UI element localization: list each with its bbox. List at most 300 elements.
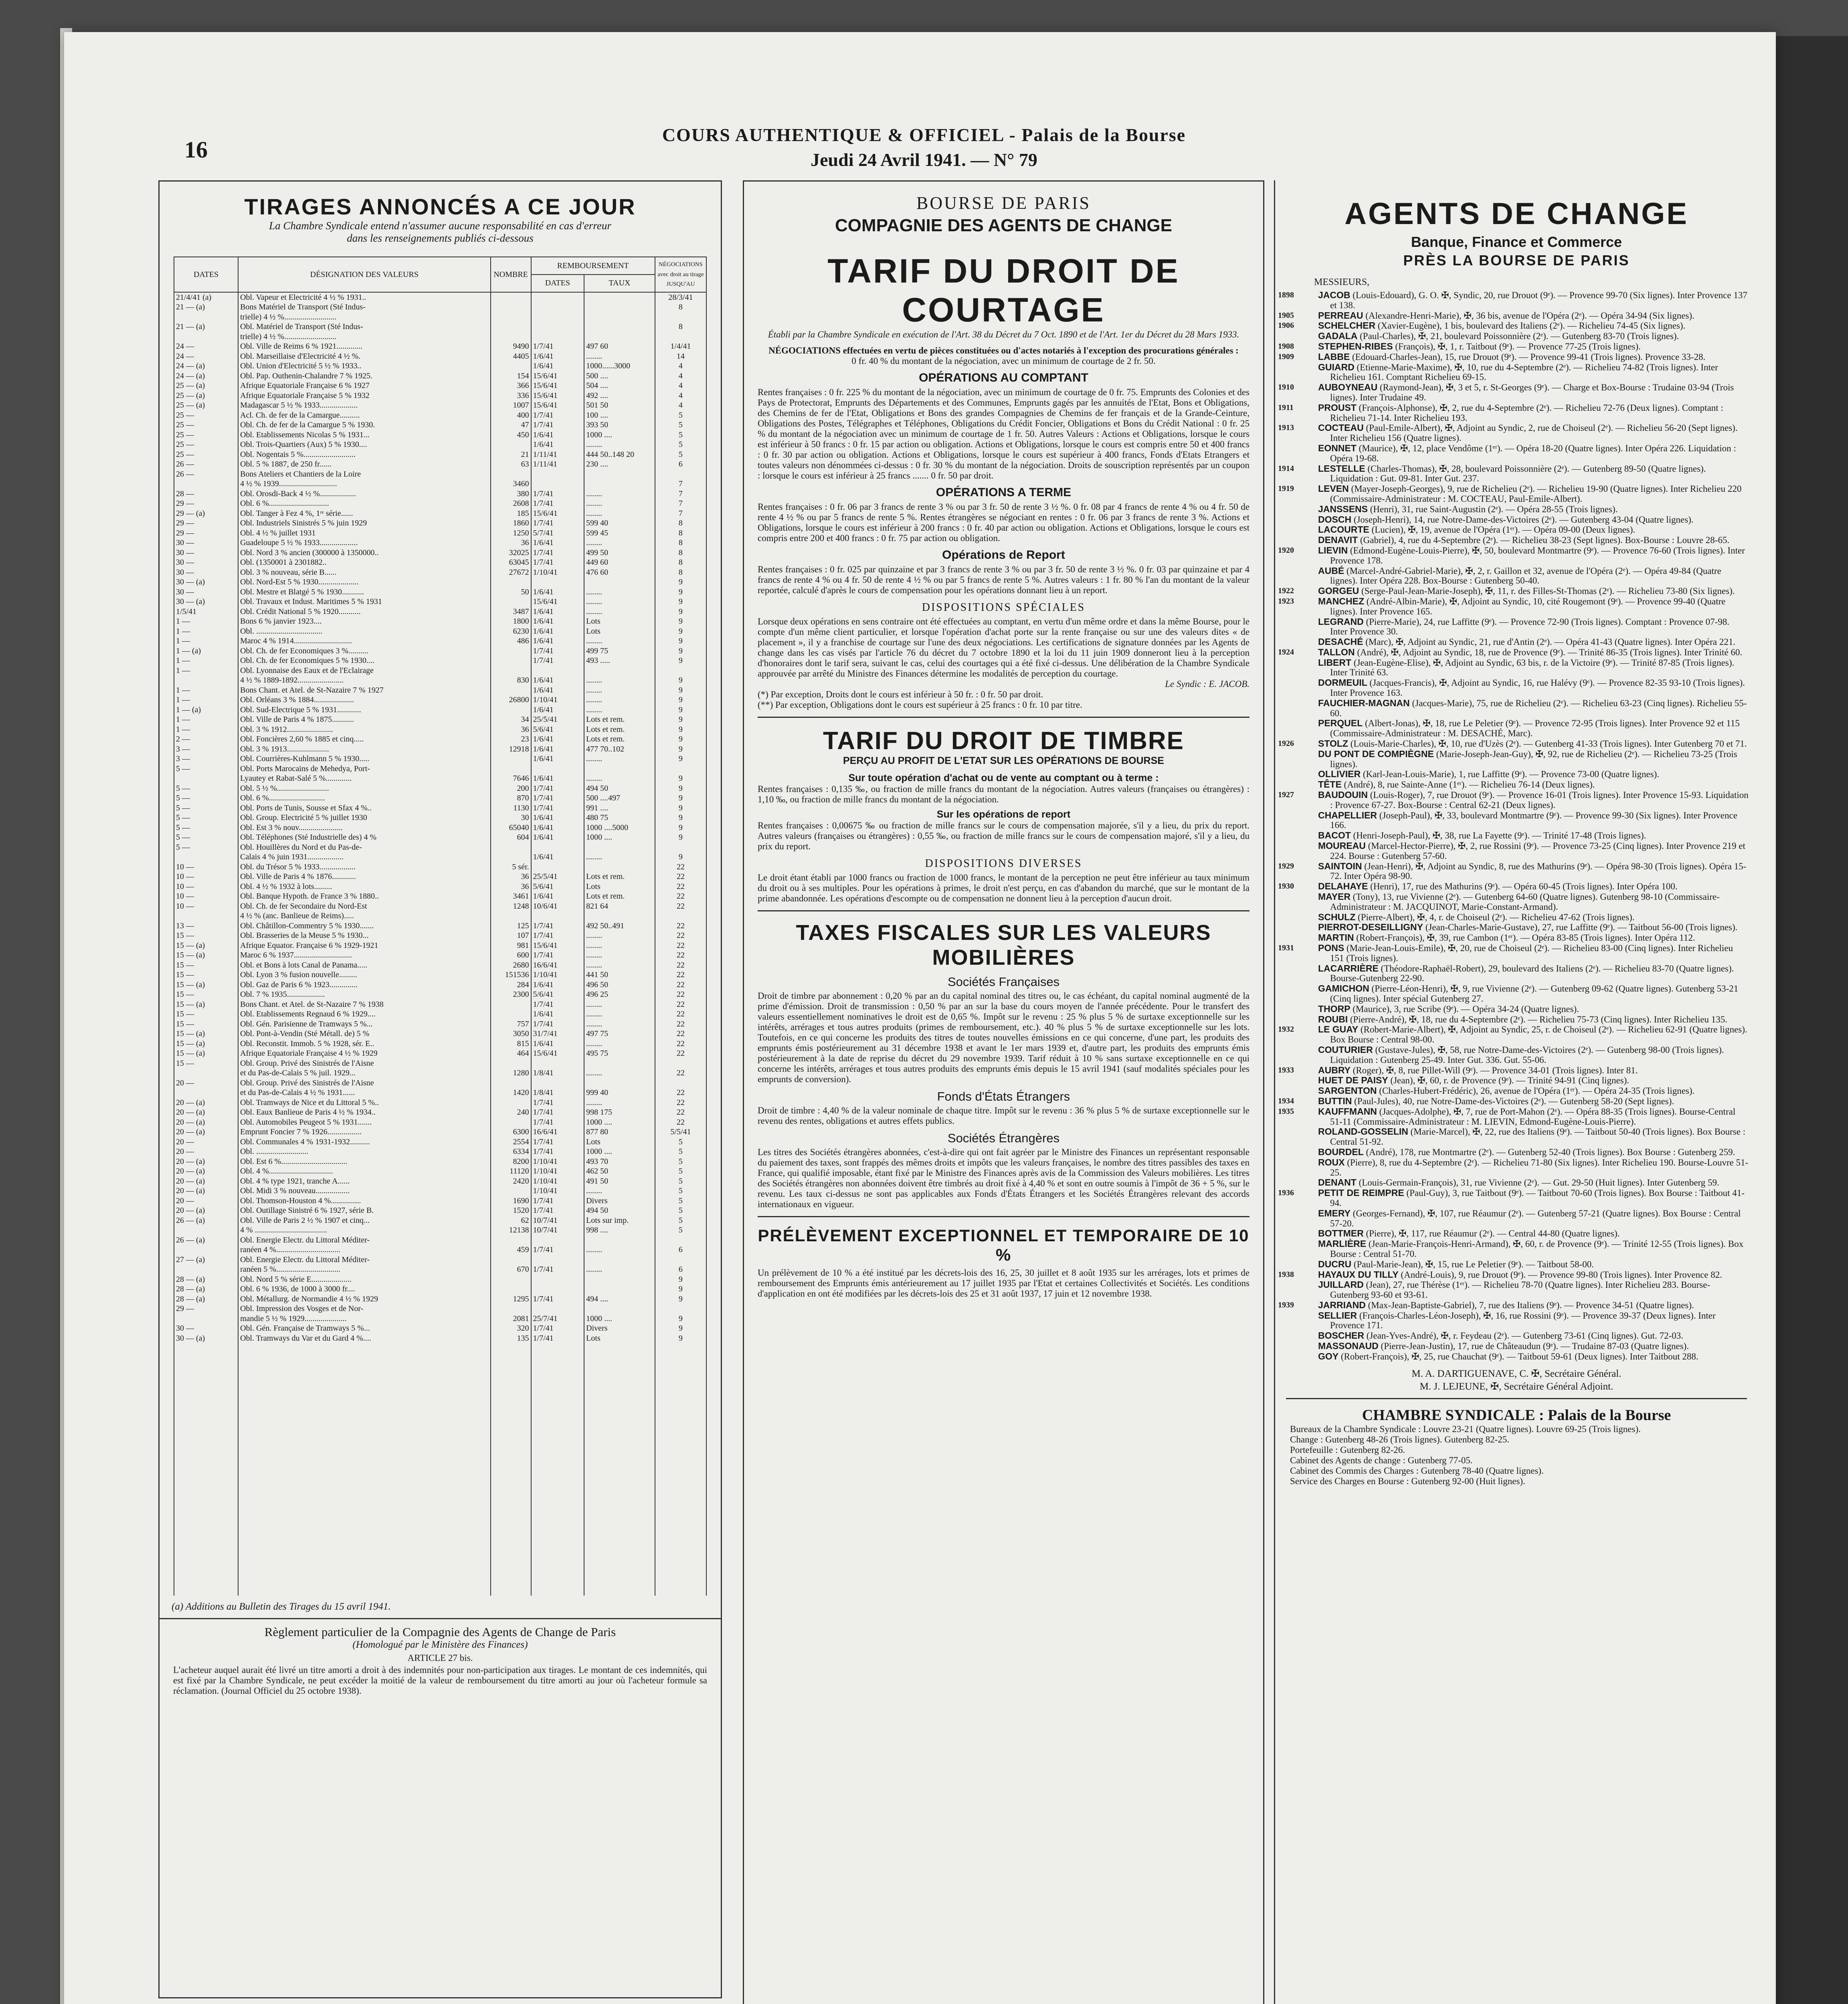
table-cell-jusqu: 22 bbox=[655, 1029, 706, 1039]
table-cell-date: 30 — bbox=[174, 538, 238, 548]
table-cell-taux: ........ bbox=[584, 950, 655, 960]
table-cell-rdate: 1/7/41 bbox=[531, 518, 584, 528]
table-cell-taux: 491 50 bbox=[584, 1176, 655, 1186]
table-cell-valeur: Obl. Métallurg. de Normandie 4 ½ % 1929 bbox=[238, 1294, 490, 1304]
agent-name: HAYAUX DU TILLY bbox=[1318, 1269, 1399, 1280]
table-cell-nombre bbox=[491, 1186, 531, 1196]
agent-entry bbox=[1318, 1014, 1749, 1025]
table-cell-taux: ........ bbox=[584, 774, 655, 784]
table-cell-rdate: 1/7/41 bbox=[531, 1333, 584, 1343]
table-cell-taux: Lots bbox=[584, 616, 655, 626]
table-cell-rdate: 10/7/41 bbox=[531, 1216, 584, 1226]
table-row bbox=[174, 1275, 706, 1285]
table-cell-nombre bbox=[491, 666, 531, 676]
etrangeres-text: Les titres des Sociétés étrangères abonnées, c'est-à-dire qui ont fait agréer par le Ministre des Finances un représentant responsable du paiement des taxes, sont frappés des mêmes droits et impôts que les valeurs françaises, le nombre des titres passibles des taxes en France, qui qualifié imposable, étant fixé par le Ministre des Finances après avis de la Commission des Valeurs mobilières. Les titres des Sociétés étrangères non abonnées doivent être timbrés au droit fixé à 4,40 % et sont en outre soumis à l'impôt de 36 + 5 %, sur le revenu. Les taux ci-dessus ne sont pas applicables aux Fonds d'États Étrangers et les Sociétés Étrangères relevant des accords internationaux en vigueur. bbox=[758, 1147, 1250, 1209]
table-row bbox=[174, 685, 706, 695]
table-cell-taux: 477 70..102 bbox=[584, 744, 655, 754]
agent-detail: (André), 178, rue Montmartre (2ᵉ). — Gutenberg 52-40 (Trois lignes). Box Bourse : Gutenberg 259. bbox=[1366, 1147, 1735, 1157]
table-cell-rdate: 1/7/41 bbox=[531, 410, 584, 420]
chambre-line: Bureaux de la Chambre Syndicale : Louvre 23-21 (Quatre lignes). Louvre 69-25 (Trois lignes). bbox=[1290, 1424, 1641, 1434]
agent-name: GADALA bbox=[1318, 331, 1358, 341]
divider bbox=[758, 717, 1250, 718]
table-cell-nombre: 757 bbox=[491, 1019, 531, 1029]
table-cell-taux: 501 50 bbox=[584, 400, 655, 410]
table-cell-nombre: 8200 bbox=[491, 1157, 531, 1167]
table-cell-taux: ........ bbox=[584, 1098, 655, 1108]
table-cell-rdate: 1/7/41 bbox=[531, 1196, 584, 1206]
table-cell-date: 1 — bbox=[174, 715, 238, 725]
table-cell-valeur: Bons Matériel de Transport (Sté Indus- bbox=[238, 302, 490, 312]
table-cell-nombre bbox=[491, 705, 531, 715]
table-cell-date: 20 — (a) bbox=[174, 1117, 238, 1127]
agent-name: SCHULZ bbox=[1318, 911, 1356, 922]
agent-name: BAUDOUIN bbox=[1318, 790, 1368, 800]
table-cell-jusqu: 9 bbox=[655, 774, 706, 784]
agent-name: MOUREAU bbox=[1318, 840, 1366, 851]
table-cell-taux bbox=[584, 764, 655, 774]
table-cell-taux: 230 .... bbox=[584, 459, 655, 469]
table-cell-rdate: 1/11/41 bbox=[531, 450, 584, 460]
table-cell-date: 20 — bbox=[174, 1147, 238, 1157]
table-cell-date bbox=[174, 1314, 238, 1324]
table-cell-valeur: Obl. 6 %............................ bbox=[238, 793, 490, 803]
table-cell-rdate: 1/6/41 bbox=[531, 832, 584, 842]
table-cell-date: 10 — bbox=[174, 901, 238, 911]
table-cell-rdate bbox=[531, 292, 584, 303]
table-cell-rdate: 15/6/41 bbox=[531, 509, 584, 519]
agent-entry bbox=[1278, 545, 1749, 566]
table-cell-jusqu: 5 bbox=[655, 1137, 706, 1147]
agent-name: AUBÉ bbox=[1318, 565, 1345, 576]
agents-title: AGENTS DE CHANGE bbox=[1345, 197, 1688, 231]
table-cell-rdate: 1/7/41 bbox=[531, 950, 584, 960]
table-cell-rdate: 5/6/41 bbox=[531, 882, 584, 892]
table-cell-jusqu: 9 bbox=[655, 675, 706, 685]
table-cell-valeur: Obl. Energie Electr. du Littoral Méditer- bbox=[238, 1255, 490, 1265]
table-cell-jusqu: 22 bbox=[655, 891, 706, 901]
courtage-general-title: NÉGOCIATIONS effectuées en vertu de pièces constituées ou d'actes notariés à l'exception des procurations générales : bbox=[768, 345, 1239, 356]
table-row bbox=[174, 499, 706, 509]
chambre-line: Service des Charges en Bourse : Gutenberg 92-00 (Huit lignes). bbox=[1290, 1476, 1525, 1486]
agent-detail: (André), 8, rue Sainte-Anne (1ᵉʳ). — Richelieu 76-14 (Deux lignes). bbox=[1344, 780, 1595, 790]
table-cell-date: 10 — bbox=[174, 882, 238, 892]
table-row bbox=[174, 1147, 706, 1157]
column-header-rembours-dates: DATES bbox=[531, 275, 584, 292]
table-cell-jusqu bbox=[655, 911, 706, 921]
table-cell-valeur: Obl. Nord-Est 5 % 1930.................... bbox=[238, 577, 490, 587]
table-cell-taux bbox=[584, 1235, 655, 1245]
table-cell-taux bbox=[584, 322, 655, 332]
secretary-adjoint-line: M. J. LEJEUNE, ✠, Secrétaire Général Adjoint. bbox=[1419, 1381, 1613, 1392]
agent-name: MASSONAUD bbox=[1318, 1341, 1379, 1351]
agent-entry bbox=[1278, 463, 1749, 484]
table-cell-rdate: 1/7/41 bbox=[531, 931, 584, 941]
table-cell-valeur: Obl. Marseillaise d'Electricité 4 ½ %. bbox=[238, 352, 490, 362]
table-cell-rdate: 1/7/41 bbox=[531, 420, 584, 430]
agent-detail: (Mayer-Joseph-Georges), 9, rue de Richelieu (2ᵉ). — Richelieu 19-90 (Quatre lignes). Inter Richelieu 220 (Commissaire-Administrateur : M. COCTEAU, Paul-Emile-Albert). bbox=[1330, 484, 1742, 504]
table-cell-date: 20 — (a) bbox=[174, 1127, 238, 1137]
table-cell-jusqu: 5 bbox=[655, 1186, 706, 1196]
table-cell-jusqu bbox=[655, 1059, 706, 1069]
table-cell-nombre bbox=[491, 1275, 531, 1285]
table-cell-nombre bbox=[491, 764, 531, 774]
table-cell-date: 26 — (a) bbox=[174, 1216, 238, 1226]
table-cell-valeur: Obl. Energie Electr. du Littoral Méditer- bbox=[238, 1235, 490, 1245]
table-cell-jusqu: 9 bbox=[655, 597, 706, 607]
table-cell-valeur: Obl. Impression des Vosges et de Nor- bbox=[238, 1304, 490, 1314]
table-cell-valeur: Obl. et Bons à lots Canal de Panama..... bbox=[238, 960, 490, 970]
table-row bbox=[174, 832, 706, 842]
table-row bbox=[174, 656, 706, 666]
table-cell-valeur: Obl. Group. Electricité 5 % juillet 1930 bbox=[238, 813, 490, 823]
table-cell-taux bbox=[584, 911, 655, 921]
agent-entry bbox=[1318, 1127, 1749, 1147]
table-cell-valeur: Obl. Crédit National 5 % 1920........... bbox=[238, 607, 490, 617]
table-cell-date: 15 — (a) bbox=[174, 1029, 238, 1039]
table-cell-jusqu: 9 bbox=[655, 636, 706, 646]
table-cell-jusqu: 1/4/41 bbox=[655, 341, 706, 352]
table-cell-taux: 1000 .... bbox=[584, 832, 655, 842]
table-cell-taux: 1000 .... bbox=[584, 430, 655, 440]
agent-entry bbox=[1278, 1269, 1749, 1280]
table-cell-valeur: Obl. 6 % 1936, de 1000 à 3000 fr.... bbox=[238, 1284, 490, 1294]
table-cell-nombre bbox=[491, 1255, 531, 1265]
agent-detail: (Xavier-Eugène), 1 bis, boulevard des Italiens (2ᵉ). — Richelieu 74-45 (Six lignes). bbox=[1377, 321, 1686, 331]
agent-entry bbox=[1278, 861, 1749, 882]
table-row bbox=[174, 352, 706, 362]
agent-detail: (Pierre-Albert), ✠, 4, r. de Choiseul (2ᵉ). — Richelieu 47-62 (Trois lignes). bbox=[1358, 912, 1635, 922]
agent-detail: (Marc), ✠, Adjoint au Syndic, 21, rue d'Antin (2ᵉ). — Opéra 41-43 (Quatre lignes). Inter Opéra 221. bbox=[1365, 637, 1736, 647]
table-cell-rdate: 1/8/41 bbox=[531, 1068, 584, 1078]
agent-year: 1923 bbox=[1278, 596, 1294, 606]
agent-detail: (Marie-Joseph-Jean-Guy), ✠, 92, rue de Richelieu (2ᵉ). — Richelieu 73-25 (Trois lignes). bbox=[1330, 749, 1737, 769]
agent-year: 1932 bbox=[1278, 1025, 1294, 1034]
chambre-title: CHAMBRE SYNDICALE : Palais de la Bourse bbox=[1362, 1406, 1671, 1424]
courtage-general-text: 0 fr. 40 % du montant de la négociation, avec un minimum de courtage de 2 fr. 50. bbox=[851, 356, 1156, 366]
table-cell-rdate: 1/11/41 bbox=[531, 459, 584, 469]
column-header-dates: DATES bbox=[174, 257, 238, 292]
table-cell-nombre: 3050 bbox=[491, 1029, 531, 1039]
table-cell-jusqu: 8 bbox=[655, 548, 706, 558]
table-cell-jusqu bbox=[655, 312, 706, 322]
table-cell-rdate: 1/7/41 bbox=[531, 341, 584, 352]
agent-detail: (Pierre), 8, rue du 4-Septembre (2ᵉ). — Richelieu 71-80 (Six lignes). Inter Richelieu 190. Bourse-Louvre 51-25. bbox=[1330, 1157, 1749, 1178]
table-row bbox=[174, 1029, 706, 1039]
table-cell-valeur: Obl. Téléphones (Sté Industrielle des) 4 % bbox=[238, 832, 490, 842]
table-cell-jusqu: 9 bbox=[655, 813, 706, 823]
table-cell-rdate: 1/7/41 bbox=[531, 1147, 584, 1157]
table-cell-nombre: 154 bbox=[491, 371, 531, 381]
table-cell-nombre: 47 bbox=[491, 420, 531, 430]
table-cell-nombre: 107 bbox=[491, 931, 531, 941]
table-cell-nombre bbox=[491, 911, 531, 921]
table-cell-rdate: 1/7/41 bbox=[531, 784, 584, 794]
table-row bbox=[174, 666, 706, 676]
table-cell-date: 5 — bbox=[174, 842, 238, 853]
table-cell-taux: ........ bbox=[584, 695, 655, 705]
table-cell-jusqu: 22 bbox=[655, 1088, 706, 1098]
agent-entry bbox=[1318, 566, 1749, 586]
agent-name: JUILLARD bbox=[1318, 1279, 1364, 1290]
agent-entry bbox=[1278, 483, 1749, 504]
agent-detail: (Théodore-Raphaël-Robert), 29, boulevard des Italiens (2ᵉ). — Richelieu 83-70 (Quatre lignes). Bourse-Gutenberg 22-90. bbox=[1330, 963, 1734, 984]
table-row bbox=[174, 744, 706, 754]
agent-year: 1913 bbox=[1278, 423, 1294, 432]
table-cell-jusqu: 9 bbox=[655, 784, 706, 794]
table-cell-date: 21 — (a) bbox=[174, 302, 238, 312]
reglement-text: L'acheteur auquel aurait été livré un titre amorti a droit à des indemnités pour non-participation aux tirages. Le montant de ces indemnités, qui est fixé par la Chambre Syndicale, ne peut excéder la moitié de la valeur de remboursement du titre amorti au jour où l'acheteur formule sa réclamation. (Journal Officiel du 25 octobre 1938). bbox=[173, 1665, 707, 1696]
table-cell-valeur: Obl. Sud-Electrique 5 % 1931............ bbox=[238, 705, 490, 715]
agent-entry bbox=[1318, 617, 1749, 637]
table-cell-nombre: 830 bbox=[491, 675, 531, 685]
table-row bbox=[174, 489, 706, 499]
table-cell-date: 1 — (a) bbox=[174, 705, 238, 715]
table-row bbox=[174, 450, 706, 460]
table-row bbox=[174, 1009, 706, 1019]
table-cell-nombre: 12918 bbox=[491, 744, 531, 754]
table-cell-jusqu: 5 bbox=[655, 1206, 706, 1216]
table-cell-date: 5 — bbox=[174, 784, 238, 794]
table-row-blank bbox=[174, 1343, 706, 1596]
table-cell-rdate: 1/6/41 bbox=[531, 587, 584, 597]
table-row bbox=[174, 813, 706, 823]
agent-year: 1914 bbox=[1278, 464, 1294, 473]
syndic-signature: Le Syndic : E. JACOB. bbox=[1165, 679, 1250, 689]
table-cell-valeur: Obl. Banque Hypoth. de France 3 % 1880.. bbox=[238, 891, 490, 901]
table-cell-nombre bbox=[491, 302, 531, 312]
tirages-column bbox=[158, 180, 722, 1998]
table-cell-rdate bbox=[531, 862, 584, 872]
table-cell-date: 29 — bbox=[174, 499, 238, 509]
table-cell-jusqu: 22 bbox=[655, 941, 706, 951]
table-row bbox=[174, 1048, 706, 1059]
agent-name: OLLIVIER bbox=[1318, 769, 1361, 780]
agent-detail: (Louis-Marie-Charles), ✠, 10, rue d'Uzès (2ᵉ). — Gutenberg 41-33 (Trois lignes). Inter Gutenberg 70 et 71. bbox=[1350, 739, 1747, 749]
table-cell-taux: ........ bbox=[584, 1265, 655, 1275]
table-cell-rdate: 1/10/41 bbox=[531, 695, 584, 705]
table-cell-rdate: 1/7/41 bbox=[531, 1206, 584, 1216]
table-cell-nombre bbox=[491, 754, 531, 764]
table-cell-jusqu: 22 bbox=[655, 872, 706, 882]
agent-entry bbox=[1318, 515, 1749, 525]
table-cell-rdate: 15/6/41 bbox=[531, 597, 584, 607]
table-cell-rdate: 15/6/41 bbox=[531, 391, 584, 401]
table-cell-nombre: 870 bbox=[491, 793, 531, 803]
table-cell-nombre: 5 sér. bbox=[491, 862, 531, 872]
table-cell-date: 5 — bbox=[174, 793, 238, 803]
table-row bbox=[174, 558, 706, 568]
table-cell-valeur: Bons Chant. et Atel. de St-Nazaire 7 % 1938 bbox=[238, 1000, 490, 1010]
agents-column bbox=[1274, 180, 1759, 2004]
table-cell-rdate: 1/7/41 bbox=[531, 548, 584, 558]
table-cell-rdate: 1/6/41 bbox=[531, 675, 584, 685]
agent-name: JACOB bbox=[1318, 290, 1351, 300]
table-cell-rdate: 15/6/41 bbox=[531, 371, 584, 381]
agent-name: ROUBI bbox=[1318, 1014, 1348, 1024]
agent-name: GAMICHON bbox=[1318, 983, 1369, 994]
table-cell-jusqu: 7 bbox=[655, 479, 706, 489]
etat-text: Droit de timbre : 4,40 % de la valeur nominale de chaque titre. Impôt sur le revenu : 36 % plus 5 % de surtaxe exceptionnelle sur le revenu des rentes, obligations et autres effets publics. bbox=[758, 1105, 1250, 1126]
table-cell-date: 10 — bbox=[174, 872, 238, 882]
table-cell-jusqu: 22 bbox=[655, 1000, 706, 1010]
agent-entry bbox=[1318, 362, 1749, 383]
agent-entry bbox=[1318, 769, 1749, 780]
table-cell-rdate: 1/6/41 bbox=[531, 430, 584, 440]
table-row bbox=[174, 1039, 706, 1049]
table-cell-rdate bbox=[531, 911, 584, 921]
table-cell-blank bbox=[174, 1343, 238, 1596]
agent-entry bbox=[1318, 749, 1749, 770]
table-cell-taux: Lots et rem. bbox=[584, 734, 655, 744]
agent-entry bbox=[1318, 1280, 1749, 1300]
comptant-text: Rentes françaises : 0 fr. 225 % du montant de la négociation, avec un minimum de courtage de 0 fr. 75. Emprunts des Colonies et des Pays de Protectorat, Emprunts des Départements et des Communes, Emprunts gagés par les annuités de l'Etat, Bons et Obligations, des Chemins de fer de l'Etat, Obligations et Bons des grandes Compagnies de Chemins de fer français et de la Grande-Ceinture, Obligations des Postes, Télégraphes et Téléphones, Obligations du Crédit Foncier, Obligations et Bons du Crédit National : 0 fr. 25 % du montant de la négociation avec un minimum de courtage de 1 fr. 50. Autres Valeurs : Actions et Obligations, lorsque le cours est inférieur à 50 francs : 0 fr. 15 par action ou obligation. Actions et Obligations, lorsque le cours est compris entre 50 et 400 francs : 0 fr. 30 par action ou obligation. Actions et Obligations, lorsque le cours est supérieur à 400 francs, Fonds d'Etats Etrangers et toutes valeurs non dénommées ci-dessus : 0 fr. 30 % du montant de la négociation. Droits de souscription représentés par un coupon : lorsque le cours est inférieur à 25 francs ....... 0 fr. 50 par droit. bbox=[758, 387, 1250, 481]
agent-entry bbox=[1278, 943, 1749, 964]
table-cell-jusqu: 8 bbox=[655, 538, 706, 548]
agent-year: 1930 bbox=[1278, 882, 1294, 891]
table-row bbox=[174, 950, 706, 960]
agent-entry bbox=[1278, 596, 1749, 617]
agent-name: LE GUAY bbox=[1318, 1024, 1359, 1035]
table-cell-date: 30 — bbox=[174, 1323, 238, 1333]
table-cell-date bbox=[174, 1088, 238, 1098]
table-row bbox=[174, 823, 706, 833]
table-cell-nombre bbox=[491, 361, 531, 371]
agent-detail: (Louis-Germain-François), 31, rue Vivienne (2ᵉ). — Gut. 29-50 (Huit lignes). Inter Gutenberg 59. bbox=[1359, 1178, 1719, 1188]
agent-entry bbox=[1318, 525, 1749, 535]
table-cell-taux: 480 75 bbox=[584, 813, 655, 823]
table-cell-rdate: 1/6/41 bbox=[531, 1009, 584, 1019]
agent-name: LEGRAND bbox=[1318, 616, 1364, 627]
table-row bbox=[174, 980, 706, 990]
agent-detail: (Pierre-Léon-Henri), ✠, 9, rue Vivienne (2ᵉ). — Gutenberg 09-62 (Quatre lignes). Gutenberg 53-21 (Cinq lignes). Inter spécial Gutenberg 27. bbox=[1330, 984, 1739, 1004]
table-row bbox=[174, 1059, 706, 1069]
table-cell-rdate bbox=[531, 1255, 584, 1265]
agent-entry bbox=[1318, 1351, 1749, 1362]
table-cell-date: 13 — bbox=[174, 921, 238, 931]
table-cell-taux: Lots et rem. bbox=[584, 715, 655, 725]
table-cell-date: 24 — (a) bbox=[174, 371, 238, 381]
table-cell-valeur: Obl. 3 % 1913..................... bbox=[238, 744, 490, 754]
table-cell-valeur: Obl. Ports Marocains de Mehedya, Port- bbox=[238, 764, 490, 774]
table-cell-nombre bbox=[491, 440, 531, 450]
table-cell-valeur: Obl. Automobiles Peugeot 5 % 1931....... bbox=[238, 1117, 490, 1127]
table-cell-jusqu: 9 bbox=[655, 1314, 706, 1324]
table-cell-rdate: 1/7/41 bbox=[531, 1294, 584, 1304]
table-cell-jusqu bbox=[655, 1304, 706, 1314]
table-cell-date bbox=[174, 332, 238, 342]
table-row bbox=[174, 852, 706, 862]
table-row bbox=[174, 1088, 706, 1098]
table-cell-jusqu: 5 bbox=[655, 1225, 706, 1235]
table-cell-nombre bbox=[491, 1235, 531, 1245]
table-cell-taux bbox=[584, 1059, 655, 1069]
table-cell-valeur: Obl. Pont-à-Vendin (Sté Métall. de) 5 % bbox=[238, 1029, 490, 1039]
table-cell-nombre bbox=[491, 1117, 531, 1127]
table-cell-taux: ........ bbox=[584, 1000, 655, 1010]
table-cell-nombre bbox=[491, 1284, 531, 1294]
agent-name: PERQUEL bbox=[1318, 718, 1363, 729]
agent-detail: (Joseph-Henri), 14, rue Notre-Dame-des-Victoires (2ᵉ). — Gutenberg 43-04 (Quatre lignes). bbox=[1353, 514, 1694, 525]
table-cell-nombre: 1860 bbox=[491, 518, 531, 528]
table-cell-nombre: 32025 bbox=[491, 548, 531, 558]
table-cell-rdate: 1/6/41 bbox=[531, 754, 584, 764]
agent-name: BUTTIN bbox=[1318, 1095, 1352, 1106]
agent-detail: (Jean-Marie-François-Henri-Armand), ✠, 60, r. de Provence (9ᵉ). — Trinité 12-55 (Trois lignes). Box Bourse : Central 51-70. bbox=[1330, 1239, 1744, 1259]
table-cell-nombre: 12138 bbox=[491, 1225, 531, 1235]
table-cell-valeur: Bons 6 % janvier 1923.... bbox=[238, 616, 490, 626]
table-cell-valeur: Obl. Ports de Tunis, Sousse et Sfax 4 %.. bbox=[238, 803, 490, 813]
agent-detail: (Paul-Marie-Jean), ✠, 15, rue Le Peletier (9ᵉ). — Taitbout 58-00. bbox=[1353, 1259, 1594, 1269]
table-row bbox=[174, 626, 706, 636]
table-cell-nombre: 284 bbox=[491, 980, 531, 990]
table-cell-rdate bbox=[531, 666, 584, 676]
table-cell-rdate: 1/6/41 bbox=[531, 626, 584, 636]
table-cell-date: 30 — bbox=[174, 558, 238, 568]
table-cell-nombre: 2420 bbox=[491, 1176, 531, 1186]
agent-name: BOSCHER bbox=[1318, 1330, 1365, 1341]
table-row bbox=[174, 597, 706, 607]
table-row bbox=[174, 1107, 706, 1117]
table-cell-jusqu: 9 bbox=[655, 656, 706, 666]
agent-name: LABBE bbox=[1318, 351, 1350, 362]
table-cell-date: 5 — bbox=[174, 823, 238, 833]
table-cell-nombre: 65040 bbox=[491, 823, 531, 833]
prelevement-title: PRÉLÈVEMENT EXCEPTIONNEL ET TEMPORAIRE DE 10 % bbox=[758, 1226, 1250, 1264]
table-cell-valeur: ranéen 5 %................................ bbox=[238, 1265, 490, 1275]
table-cell-rdate bbox=[531, 577, 584, 587]
table-cell-rdate: 1/7/41 bbox=[531, 1137, 584, 1147]
courtage-column bbox=[743, 180, 1264, 2004]
agent-name: ROUX bbox=[1318, 1157, 1345, 1168]
agent-year: 1927 bbox=[1278, 790, 1294, 800]
divider bbox=[758, 910, 1250, 911]
table-cell-valeur: Obl. Gén. Parisienne de Tramways 5 %... bbox=[238, 1019, 490, 1029]
agent-entry bbox=[1318, 504, 1749, 515]
table-row bbox=[174, 803, 706, 813]
agent-detail: (Henri), 17, rue des Mathurins (9ᵉ). — Opéra 60-45 (Trois lignes). Inter Opéra 100. bbox=[1370, 881, 1678, 892]
table-cell-taux: 999 40 bbox=[584, 1088, 655, 1098]
timbre-report-text: Rentes françaises : 0,00675 ‰ ou fraction de mille francs sur le cours de compensation majorée, s'il y a lieu, du prix du report. Autres valeurs (françaises ou étrangères) : 0,55 ‰, ou fraction de mille francs sur le cours de compensation majoré, s'il y a lieu, du prix du report. bbox=[758, 820, 1250, 851]
table-cell-date: 1 — bbox=[174, 656, 238, 666]
table-cell-nombre: 486 bbox=[491, 636, 531, 646]
table-cell-valeur: Afrique Equator. Française 6 % 1929-1921 bbox=[238, 941, 490, 951]
timbre-comptant-head: Sur toute opération d'achat ou de vente au comptant ou à terme : bbox=[848, 772, 1159, 784]
table-cell-date: 10 — bbox=[174, 891, 238, 901]
table-cell-rdate: 16/6/41 bbox=[531, 1127, 584, 1137]
agent-detail: (Edmond-Eugène-Louis-Pierre), ✠, 50, boulevard Montmartre (9ᵉ). — Provence 76-60 (Trois lignes). Inter Provence 178. bbox=[1330, 545, 1745, 566]
table-cell-jusqu: 6 bbox=[655, 1245, 706, 1255]
table-cell-taux: 1000 .... bbox=[584, 1314, 655, 1324]
agent-detail: (Jacques-Adolphe), ✠, 7, rue de Port-Mahon (2ᵉ). — Opéra 88-35 (Trois lignes). Bourse-Central 51-11 (Commissaire-Administrateur : M. LIEVIN, Edmond-Eugène-Louis-Pierre). bbox=[1330, 1106, 1736, 1127]
table-row bbox=[174, 970, 706, 980]
table-cell-date: 3 — bbox=[174, 754, 238, 764]
table-cell-valeur: Obl. Ch. de fer Secondaire du Nord-Est bbox=[238, 901, 490, 911]
report-text: Rentes françaises : 0 fr. 025 par quinzaine et par 3 francs de rente 3 % ou par 3 fr. 50 de rente 3 ½ %. 0 fr. 03 par quinzaine et par 4 francs de rente 4 % ou 4 fr. 50 de rente 4 ½ % ou par 5 francs de rente 5 %. Autres valeurs : 1 fr. 80 % l'an du montant de la valeur reportée, calculé d'après le cours de compensation pour les opérations donnant lieu à un report. bbox=[758, 564, 1250, 595]
table-cell-valeur: Maroc 4 % 1914............................. bbox=[238, 636, 490, 646]
timbre-subtitle: PERÇU AU PROFIT DE L'ETAT SUR LES OPÉRATIONS DE BOURSE bbox=[843, 755, 1164, 766]
column-header-remboursement: REMBOURSEMENT bbox=[531, 257, 655, 275]
table-cell-date: 29 — bbox=[174, 1304, 238, 1314]
table-row bbox=[174, 1137, 706, 1147]
agent-year: 1935 bbox=[1278, 1107, 1294, 1116]
table-cell-rdate: 1/7/41 bbox=[531, 489, 584, 499]
table-cell-valeur: Obl. Foncières 2,60 % 1885 et cinq..... bbox=[238, 734, 490, 744]
table-cell-rdate bbox=[531, 1284, 584, 1294]
table-cell-date: 26 — bbox=[174, 469, 238, 479]
table-cell-date: 20 — (a) bbox=[174, 1098, 238, 1108]
table-cell-nombre: 3460 bbox=[491, 479, 531, 489]
table-cell-valeur: Obl. Ch. de fer Economiques 3 %.......... bbox=[238, 646, 490, 656]
